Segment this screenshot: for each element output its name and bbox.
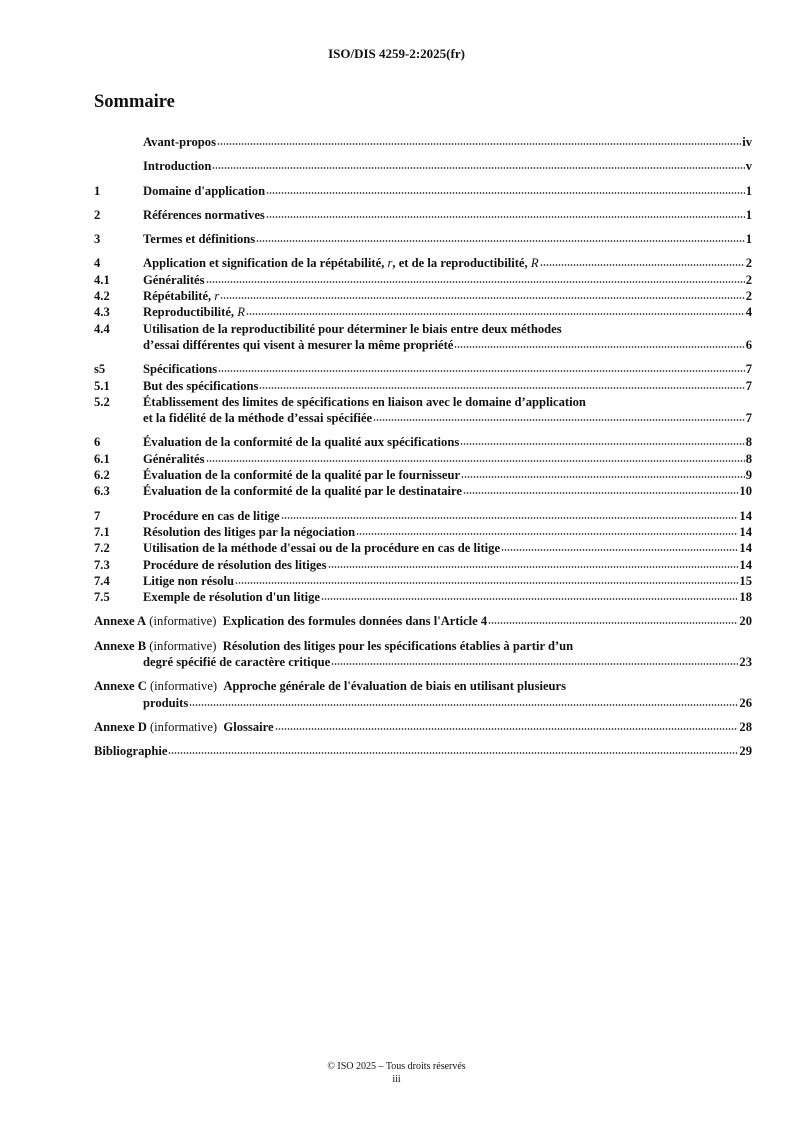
- dot-leader: [266, 192, 745, 194]
- dot-leader: [463, 492, 738, 494]
- section-title[interactable]: [143, 272, 205, 288]
- page-ref[interactable]: 7: [745, 411, 752, 426]
- section-number: 4: [94, 256, 101, 271]
- title-segment: Domaine d'application: [143, 183, 266, 198]
- section-number: 4.2: [94, 289, 110, 304]
- toc-entry-line: [94, 719, 752, 735]
- section-number: 6.3: [94, 484, 110, 499]
- toc-entry-line: [94, 410, 752, 426]
- dot-leader: [168, 752, 738, 754]
- dot-leader: [373, 419, 745, 421]
- title-segment: Références normatives: [143, 207, 265, 222]
- page-ref[interactable]: 18: [739, 590, 752, 605]
- dot-leader: [256, 240, 745, 242]
- toc-entry[interactable]: [94, 451, 752, 467]
- section-number: 5.1: [94, 378, 110, 393]
- toc-entry[interactable]: [94, 134, 752, 150]
- toc-group: [94, 207, 752, 223]
- page-ref[interactable]: 1: [745, 183, 752, 198]
- page-ref[interactable]: 14: [739, 557, 752, 572]
- annex-title[interactable]: Approche générale de l'évaluation de biais en utilisant plusieurs: [223, 679, 567, 694]
- toc-entry-line: [94, 288, 752, 304]
- toc-entry-line: [94, 207, 752, 223]
- annex-label: Annexe B: [94, 638, 147, 653]
- section-title[interactable]: [143, 483, 462, 499]
- section-title[interactable]: [143, 557, 327, 573]
- toc-annex-entry[interactable]: [94, 678, 752, 711]
- toc-entry-line: [94, 231, 752, 247]
- toc-entry[interactable]: [94, 361, 752, 377]
- toc-entry-line: [94, 524, 752, 540]
- toc-entry[interactable]: [94, 483, 752, 499]
- toc-entry[interactable]: [94, 288, 752, 304]
- title-segment: R: [237, 305, 245, 320]
- toc-entry-line: [94, 304, 752, 320]
- title-segment: Évaluation de la conformité de la qualité aux spécifications: [143, 435, 460, 450]
- toc-bibliography-entry[interactable]: [94, 743, 752, 759]
- dot-leader: [275, 728, 739, 730]
- toc-group: [94, 434, 752, 499]
- section-number: 7.4: [94, 573, 110, 588]
- section-title[interactable]: [143, 304, 245, 320]
- section-number: 2: [94, 207, 101, 222]
- title-segment: d’essai différentes qui visent à mesurer la même propriété: [143, 337, 454, 352]
- title-segment: Avant-propos: [143, 135, 217, 149]
- toc-entry[interactable]: [94, 540, 752, 556]
- toc-entry-line: [94, 183, 752, 199]
- toc-entry[interactable]: [94, 272, 752, 288]
- title-segment: et la fidélité de la méthode d’essai spécifiée: [143, 411, 373, 426]
- toc-entry-line: [94, 467, 752, 483]
- annex-label: Annexe C: [94, 679, 147, 694]
- title-segment: Introduction: [143, 159, 212, 174]
- copyright-notice: © ISO 2025 – Tous droits réservés: [327, 1061, 466, 1072]
- page-ref[interactable]: 1: [745, 207, 752, 222]
- section-title[interactable]: [143, 540, 500, 556]
- section-title[interactable]: [143, 134, 216, 150]
- toc-entry[interactable]: [94, 508, 752, 524]
- toc-entry[interactable]: [94, 207, 752, 223]
- title-segment: r: [387, 256, 393, 271]
- section-title[interactable]: [143, 255, 539, 271]
- dot-leader: [454, 346, 744, 348]
- annex-type: (informative): [149, 719, 218, 734]
- section-number: 4.1: [94, 272, 110, 287]
- toc-entry[interactable]: [94, 378, 752, 394]
- section-title[interactable]: [143, 410, 372, 426]
- annex-type: (informative): [149, 638, 217, 653]
- page-ref[interactable]: 14: [739, 524, 752, 539]
- section-title[interactable]: [143, 183, 265, 199]
- dot-leader: [460, 443, 744, 445]
- title-segment: Procédure de résolution des litiges: [143, 557, 327, 572]
- toc-entry-line: [94, 743, 752, 759]
- section-title[interactable]: [143, 508, 280, 524]
- page-ref[interactable]: 14: [739, 541, 752, 556]
- section-number: 6: [94, 435, 101, 450]
- section-title[interactable]: [143, 378, 258, 394]
- section-number: 4.3: [94, 305, 110, 320]
- toc-entry-line: [94, 654, 752, 670]
- toc-group: [94, 183, 752, 199]
- title-segment: Spécifications: [143, 362, 218, 377]
- section-title[interactable]: [143, 573, 234, 589]
- dot-leader: [218, 370, 745, 372]
- dot-leader: [266, 216, 745, 218]
- title-segment: Exemple de résolution d'un litige: [143, 590, 321, 605]
- toc-entry-line: [94, 378, 752, 394]
- section-number: 6.2: [94, 468, 110, 483]
- page-ref[interactable]: 1: [745, 232, 752, 247]
- toc-group: [94, 361, 752, 426]
- title-segment: Répétabilité,: [143, 289, 215, 304]
- toc-entry-line: [94, 434, 752, 450]
- toc-entry[interactable]: [94, 183, 752, 199]
- dot-leader: [356, 533, 738, 535]
- toc-entry[interactable]: [94, 467, 752, 483]
- toc-entry[interactable]: [94, 573, 752, 589]
- annex-title[interactable]: produits: [143, 695, 189, 710]
- dot-leader: [246, 313, 745, 315]
- toc-entry[interactable]: [94, 589, 752, 605]
- title-segment: , et de la reproductibilité,: [392, 256, 531, 271]
- section-number: 4.4: [94, 321, 110, 336]
- toc-entry[interactable]: [94, 557, 752, 573]
- toc-entry-line: [94, 589, 752, 605]
- annex-label: Annexe A: [94, 614, 147, 629]
- annex-type: (informative): [149, 614, 217, 629]
- page-ref[interactable]: 2: [745, 289, 752, 304]
- dot-leader: [461, 476, 745, 478]
- section-title[interactable]: [143, 589, 320, 605]
- toc-group: [94, 231, 752, 247]
- toc-entry[interactable]: [94, 394, 752, 427]
- title-segment: Reproductibilité,: [143, 305, 238, 320]
- page-ref[interactable]: 20: [739, 614, 752, 629]
- dot-leader: [206, 281, 745, 283]
- title-segment: R: [530, 256, 539, 271]
- toc-entry[interactable]: [94, 434, 752, 450]
- title-segment: Généralités: [143, 451, 205, 466]
- document-header: ISO/DIS 4259-2:2025(fr): [328, 46, 465, 61]
- title-segment: Établissement des limites de spécifications en liaison avec le domaine d’application: [143, 394, 586, 409]
- dot-leader: [206, 460, 745, 462]
- title-segment: Évaluation de la conformité de la qualité par le destinataire: [143, 484, 462, 499]
- toc-title: Sommaire: [94, 92, 175, 112]
- section-title[interactable]: [143, 451, 205, 467]
- section-title[interactable]: [143, 394, 586, 410]
- section-title[interactable]: [143, 361, 217, 377]
- toc-entry[interactable]: [94, 321, 752, 354]
- section-title[interactable]: [143, 434, 459, 450]
- toc-annex-entry[interactable]: [94, 719, 752, 735]
- section-title[interactable]: [143, 207, 265, 223]
- toc-group: [94, 158, 752, 174]
- page-number: iii: [392, 1074, 401, 1085]
- toc-entry[interactable]: [94, 304, 752, 320]
- title-segment: Évaluation de la conformité de la qualité par le fournisseur: [143, 468, 461, 483]
- dot-leader: [235, 582, 738, 584]
- dot-leader: [331, 663, 738, 665]
- annex-title[interactable]: Glossaire: [223, 719, 274, 734]
- toc-entry[interactable]: [94, 231, 752, 247]
- dot-leader: [259, 387, 744, 389]
- section-title[interactable]: [143, 158, 211, 174]
- toc-entry-line: [94, 483, 752, 499]
- page-ref[interactable]: 2: [745, 272, 752, 287]
- toc-entry-line: [94, 573, 752, 589]
- toc-entry-line: [94, 540, 752, 556]
- page-ref[interactable]: 8: [745, 435, 752, 450]
- toc-entry-line: [94, 337, 752, 353]
- section-title[interactable]: [143, 321, 562, 337]
- title-segment: Utilisation de la méthode d'essai ou de la procédure en cas de litige: [143, 541, 501, 556]
- section-number: 3: [94, 232, 101, 247]
- section-number: 7: [94, 508, 101, 523]
- dot-leader: [501, 549, 738, 551]
- title-segment: Généralités: [143, 272, 205, 287]
- annex-label: Annexe D: [94, 719, 147, 734]
- toc-entry-line: [94, 394, 752, 410]
- page-ref[interactable]: 7: [745, 378, 752, 393]
- table-of-contents: [94, 134, 752, 768]
- toc-entry-line: [94, 678, 752, 694]
- page-ref[interactable]: 2: [745, 256, 752, 271]
- annex-title[interactable]: Explication des formules données dans l'Article 4: [222, 614, 488, 629]
- dot-leader: [189, 704, 738, 706]
- section-number: s5: [94, 362, 106, 377]
- toc-entry-line: [94, 557, 752, 573]
- title-segment: Résolution des litiges par la négociation: [143, 524, 356, 539]
- page-ref[interactable]: 8: [745, 451, 752, 466]
- dot-leader: [328, 566, 739, 568]
- page-ref[interactable]: 4: [745, 305, 752, 320]
- dot-leader: [220, 297, 744, 299]
- toc-entry-line: [94, 134, 752, 150]
- dot-leader: [281, 517, 739, 519]
- page-ref[interactable]: 10: [739, 484, 752, 499]
- toc-entry[interactable]: [94, 158, 752, 174]
- toc-group: [94, 134, 752, 150]
- title-segment: Application et signification de la répétabilité,: [143, 256, 388, 271]
- toc-entry-line: [94, 638, 752, 654]
- toc-annex-entry[interactable]: [94, 613, 752, 629]
- toc-entry[interactable]: [94, 255, 752, 271]
- toc-entry-line: [94, 695, 752, 711]
- section-number: 7.2: [94, 541, 110, 556]
- page-ref[interactable]: 9: [745, 468, 752, 483]
- section-title[interactable]: [143, 231, 255, 247]
- section-title[interactable]: [143, 467, 460, 483]
- section-title[interactable]: [143, 524, 355, 540]
- dot-leader: [540, 264, 745, 266]
- title-segment: Termes et définitions: [143, 232, 256, 247]
- toc-entry-line: [94, 613, 752, 629]
- dot-leader: [321, 598, 738, 600]
- section-number: 6.1: [94, 451, 110, 466]
- toc-entry-line: [94, 451, 752, 467]
- bibliography-title[interactable]: Bibliographie: [94, 744, 168, 759]
- toc-entry-line: [94, 321, 752, 337]
- page-footer: [0, 1060, 793, 1086]
- section-number: 7.5: [94, 590, 110, 605]
- section-title[interactable]: [143, 337, 453, 353]
- page-ref[interactable]: 7: [745, 362, 752, 377]
- toc-entry-line: [94, 255, 752, 271]
- toc-group: [94, 255, 752, 353]
- toc-group: [94, 508, 752, 606]
- page-ref[interactable]: 26: [739, 695, 752, 710]
- title-segment: Litige non résolu: [143, 573, 234, 588]
- page-ref[interactable]: 29: [739, 744, 752, 759]
- page-ref[interactable]: 28: [739, 719, 752, 734]
- page-ref[interactable]: v: [745, 159, 752, 174]
- annex-type: (informative): [149, 679, 218, 694]
- toc-annex-entry[interactable]: [94, 638, 752, 671]
- dot-leader: [217, 143, 741, 145]
- section-number: 1: [94, 183, 101, 198]
- section-number: 7.3: [94, 557, 110, 572]
- toc-entry-line: [94, 272, 752, 288]
- toc-entry-line: [94, 361, 752, 377]
- toc-entry[interactable]: [94, 524, 752, 540]
- page-ref[interactable]: iv: [742, 135, 752, 149]
- annex-title[interactable]: Résolution des litiges pour les spécifications établies à partir d’un: [222, 638, 574, 653]
- title-segment: r: [214, 289, 220, 304]
- title-segment: Utilisation de la reproductibilité pour déterminer le biais entre deux méthodes: [143, 321, 562, 336]
- section-title[interactable]: [143, 288, 219, 304]
- title-segment: Procédure en cas de litige: [143, 508, 280, 523]
- title-segment: But des spécifications: [143, 378, 259, 393]
- toc-entry-line: [94, 158, 752, 174]
- annex-title[interactable]: degré spécifié de caractère critique: [143, 655, 331, 670]
- toc-entry-line: [94, 508, 752, 524]
- dot-leader: [488, 622, 738, 624]
- section-number: 5.2: [94, 394, 110, 409]
- dot-leader: [212, 167, 744, 169]
- page-ref[interactable]: 23: [739, 655, 752, 670]
- page-ref[interactable]: 6: [745, 337, 752, 352]
- section-number: 7.1: [94, 524, 110, 539]
- page-ref[interactable]: 14: [739, 508, 752, 523]
- page-ref[interactable]: 15: [739, 573, 752, 588]
